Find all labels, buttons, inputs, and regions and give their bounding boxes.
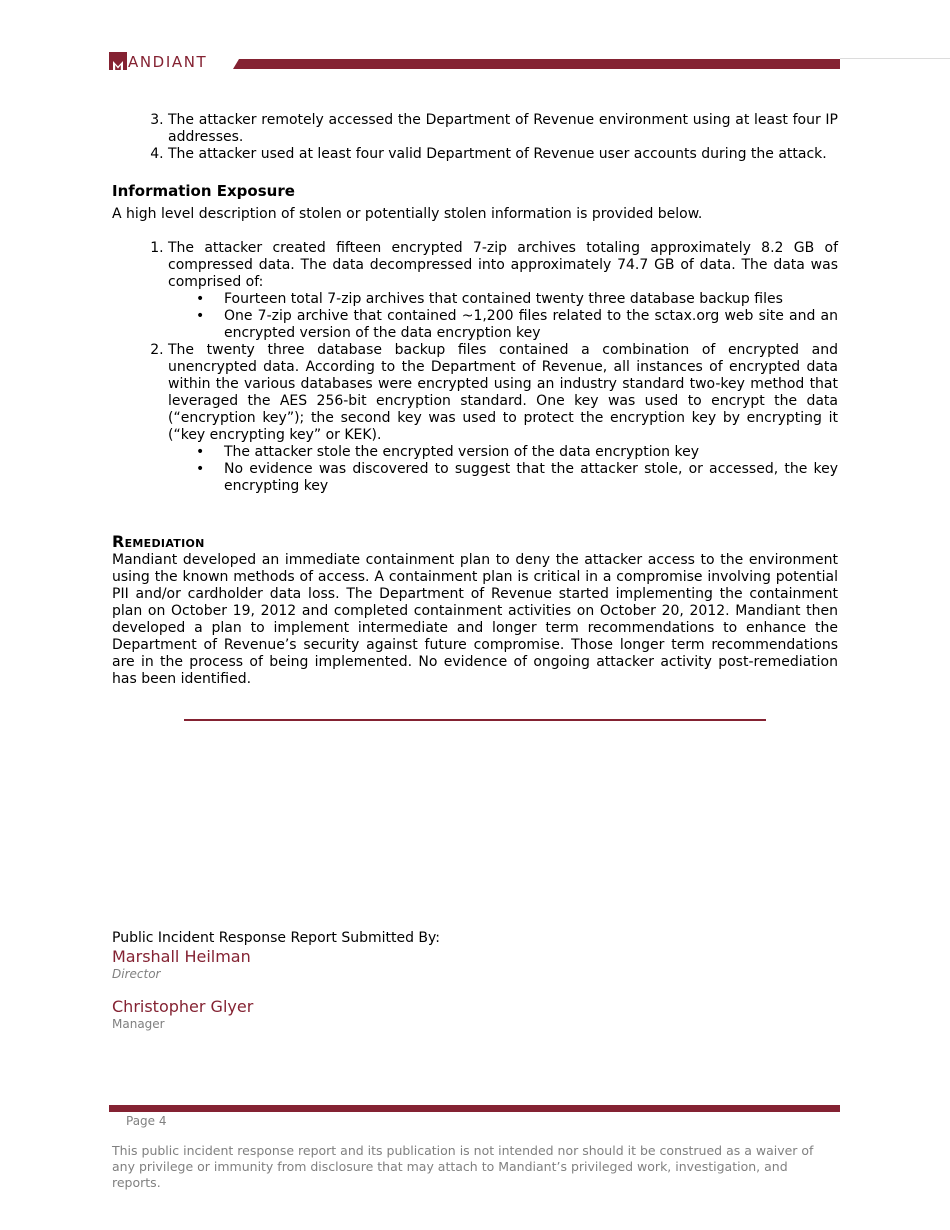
page-number: Page 4 xyxy=(126,1114,167,1128)
exposure-item-1 xyxy=(168,240,838,342)
footer-bar xyxy=(109,1105,840,1112)
exposure-bullets xyxy=(168,291,838,342)
header-rule xyxy=(840,58,950,59)
logo-text: ANDIANT xyxy=(128,53,208,71)
exposure-bullet: • The attacker stole the encrypted version of the data encryption key xyxy=(224,444,838,461)
continued-findings-list xyxy=(112,112,838,163)
exposure-bullet: • No evidence was discovered to suggest that the attacker stole, or accessed, the key encrypting key xyxy=(224,461,838,495)
page-header xyxy=(109,50,840,70)
signer-name: Marshall Heilman xyxy=(112,947,251,966)
logo-m-icon xyxy=(109,52,127,70)
submitted-by-label: Public Incident Response Report Submitted By: xyxy=(112,930,441,946)
remediation-heading: Remediation xyxy=(112,532,205,551)
exposure-item-text: 2. The twenty three database backup files contained a combination of encrypted and unencrypted data. According to the Department of Revenue, all instances of encrypted data within the various databases were encrypted using an industry standard two-key method that leveraged the AES 256-bit encryption standard. One key was used to encrypt the data (“encryption key”); the second key was used to protect the encryption key by encrypting it (“key encrypting key” or KEK). xyxy=(168,342,838,443)
signer-name: Christopher Glyer xyxy=(112,997,254,1016)
footer-disclaimer: This public incident response report and its publication is not intended nor should it be construed as a waiver of any privilege or immunity from disclosure that may attach to Mandiant’s privileged work, investigation, and reports. xyxy=(112,1143,814,1190)
section-divider xyxy=(184,719,766,721)
header-bar xyxy=(233,59,840,69)
document-body xyxy=(112,112,838,688)
exposure-item-2 xyxy=(168,342,838,495)
information-exposure-intro: A high level description of stolen or potentially stolen information is provided below. xyxy=(112,206,703,222)
signature-block xyxy=(112,930,440,1032)
exposure-bullet: • One 7-zip archive that contained ~1,200 files related to the sctax.org web site and an encrypted version of the data encryption key xyxy=(224,308,838,342)
exposure-bullets xyxy=(168,444,838,495)
signer-title: Manager xyxy=(112,1017,165,1031)
exposure-bullet: • Fourteen total 7-zip archives that contained twenty three database backup files xyxy=(224,291,838,308)
information-exposure-list xyxy=(112,240,838,495)
finding-item-4: 4. The attacker used at least four valid Department of Revenue user accounts during the attack. xyxy=(168,146,838,163)
information-exposure-heading: Information Exposure xyxy=(112,182,295,200)
finding-item-3: 3. The attacker remotely accessed the Department of Revenue environment using at least four IP addresses. xyxy=(168,112,838,146)
exposure-item-text: 1. The attacker created fifteen encrypted 7-zip archives totaling approximately 8.2 GB of compressed data. The data decompressed into approximately 74.7 GB of data. The data was comprised of: xyxy=(168,240,838,290)
signer-title: Director xyxy=(112,967,161,981)
mandiant-logo xyxy=(109,50,207,70)
remediation-body: Mandiant developed an immediate containment plan to deny the attacker access to the environment using the known methods of access. A containment plan is critical in a compromise involving potential PII and/or cardholder data loss. The Department of Revenue started implementing the containment plan on October 19, 2012 and completed containment activities on October 20, 2012. Mandiant then developed a plan to implement intermediate and longer term recommendations to enhance the Department of Revenue’s security against future compromise. Those longer term recommendations are in the process of being implemented. No evidence of ongoing attacker activity post-remediation has been identified. xyxy=(112,552,838,687)
